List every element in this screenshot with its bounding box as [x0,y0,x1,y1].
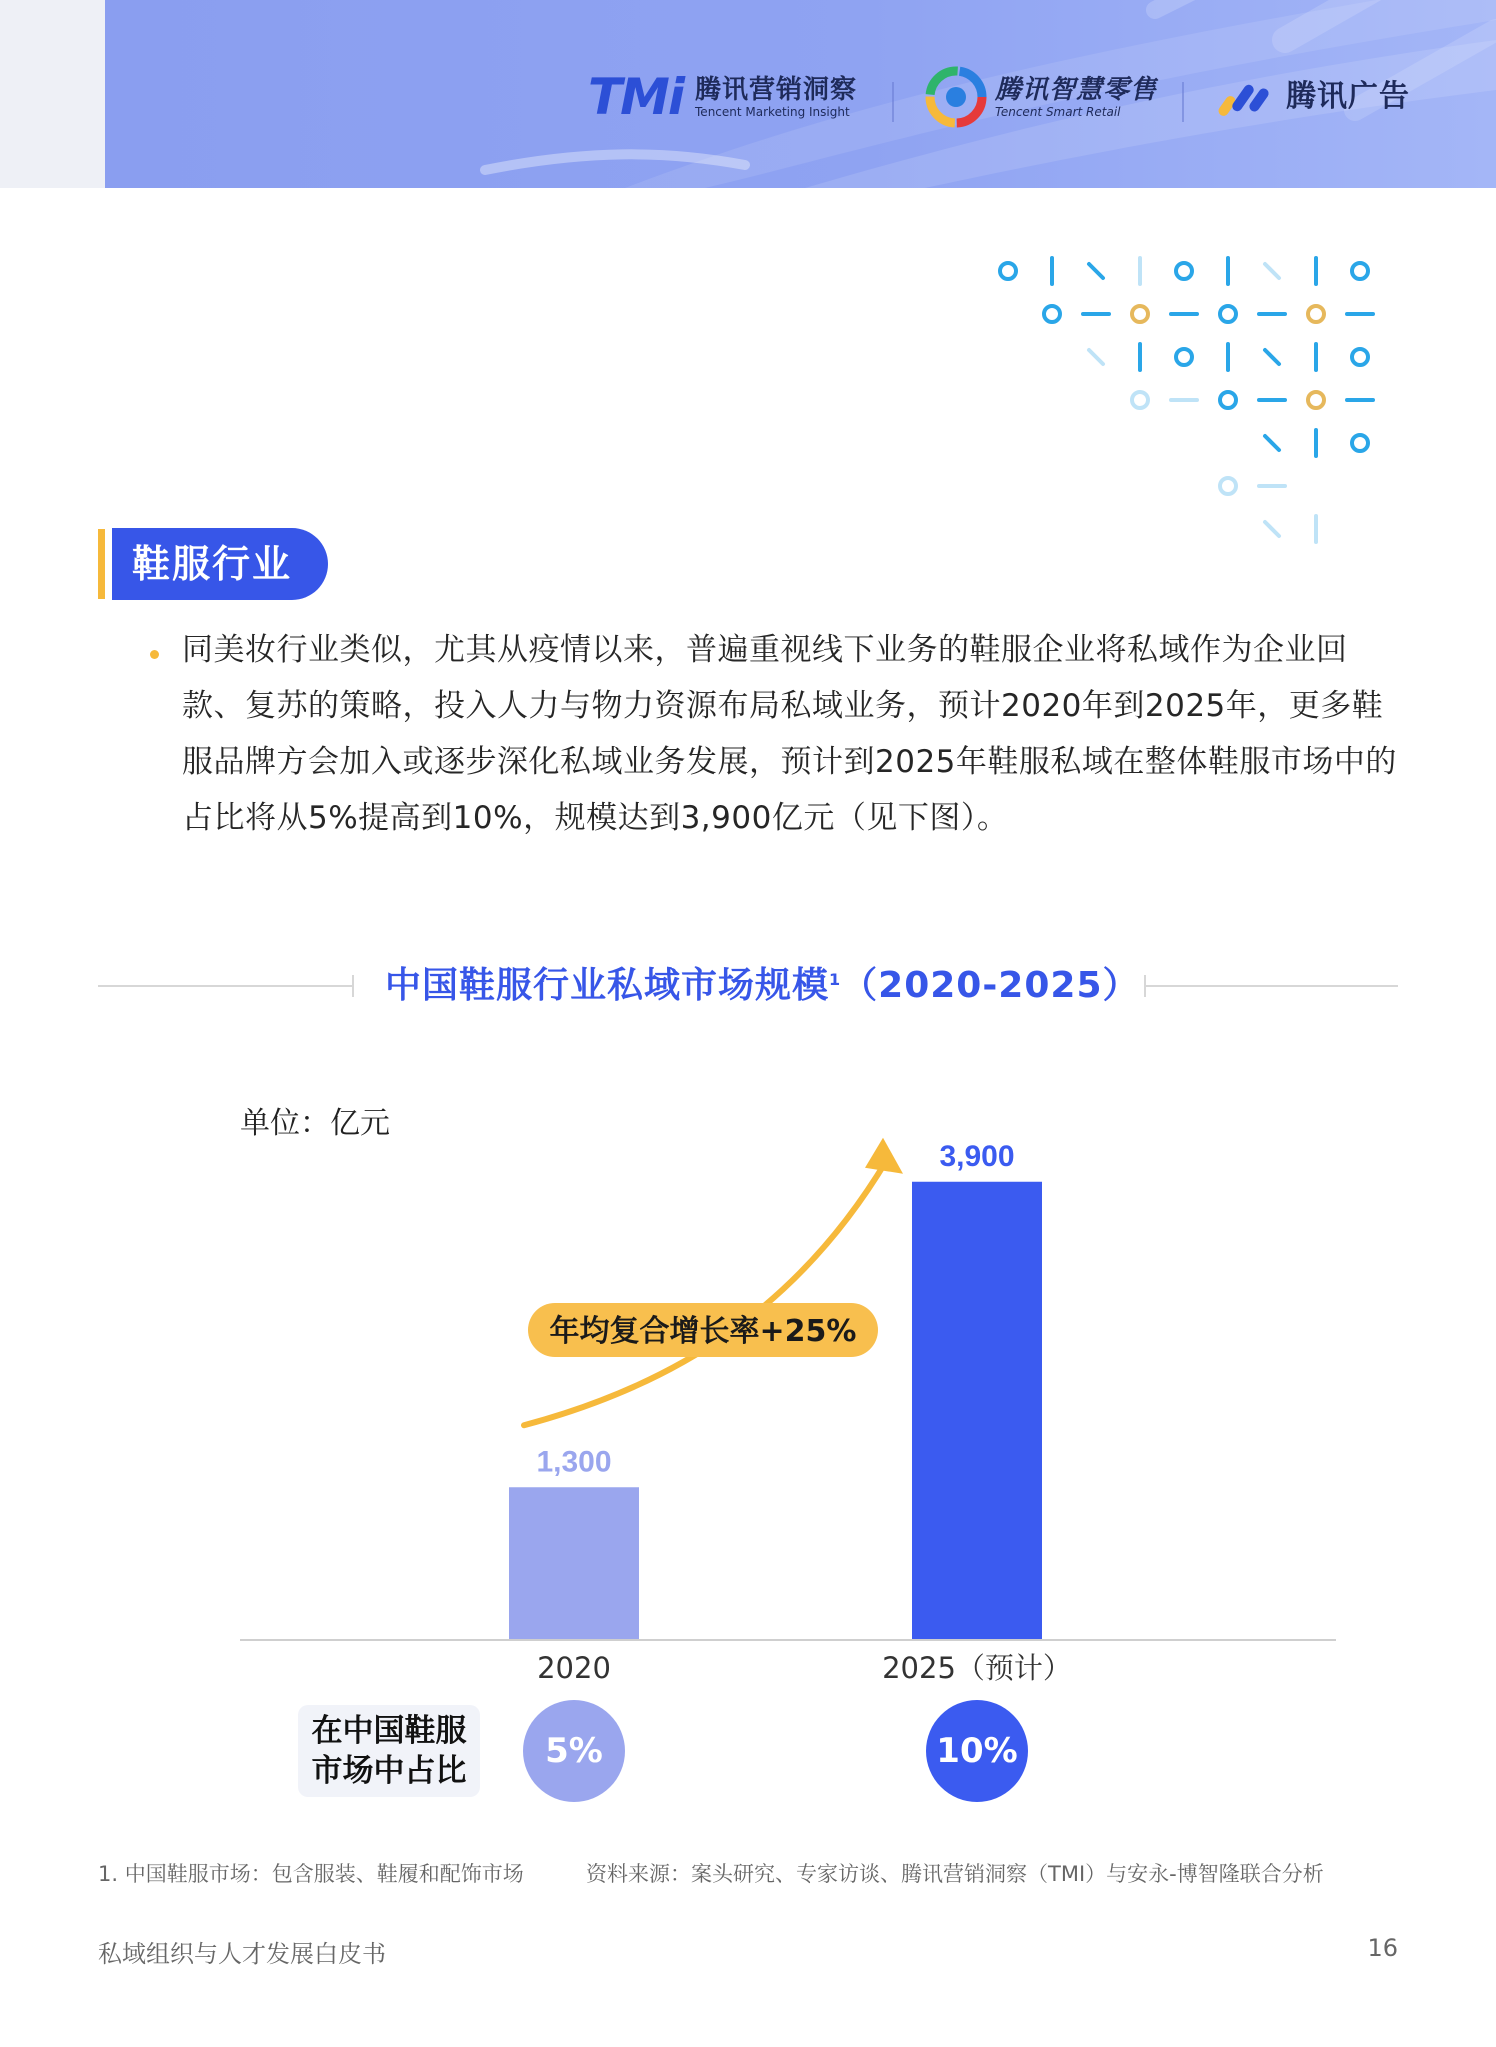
growth-arrow [524,1160,887,1426]
pattern-mark [1220,392,1236,408]
pattern-mark [1265,264,1279,278]
smart-retail-name: 腾讯智慧零售 [995,75,1158,105]
tencent-ads-icon [1218,77,1278,117]
tmi-logo [588,62,857,132]
pattern-mark [1000,263,1016,279]
header-side-strip [0,0,105,188]
tmi-subtitle: Tencent Marketing Insight [695,105,850,119]
pattern-mark [1044,306,1060,322]
pattern-mark [1089,264,1103,278]
pattern-mark [1132,306,1148,322]
logo-divider [1182,82,1184,122]
pattern-mark [1352,349,1368,365]
pattern-mark [1176,349,1192,365]
growth-arrow-head [865,1138,903,1174]
pattern-mark [1265,522,1279,536]
section-title: 鞋服行业 [112,528,328,600]
tencent-ads-name: 腾讯广告 [1286,79,1410,114]
tmi-name: 腾讯营销洞察 [695,75,858,105]
chart-title-years: （2020-2025） [841,965,1140,1006]
page-number: 16 [1367,1934,1398,1962]
share-circle-2020: 5% [523,1700,625,1802]
pattern-mark [1089,350,1103,364]
pattern-mark [1220,478,1236,494]
category-label: 2020 [537,1651,611,1685]
bar-2025（预计） [912,1182,1042,1640]
pattern-mark [1265,436,1279,450]
tmi-mark: TMi [588,68,684,126]
category-label: 2025（预计） [882,1651,1072,1685]
chart-title [385,958,1140,1014]
pattern-mark [1265,350,1279,364]
chart-title-main: 中国鞋服行业私域市场规模 [385,965,830,1006]
source-note: 资料来源：案头研究、专家访谈、腾讯营销洞察（TMI）与安永-博智隆联合分析 [586,1862,1324,1886]
smart-retail-subtitle: Tencent Smart Retail [995,105,1121,119]
chart-title-footnote-ref: 1 [829,970,842,989]
pattern-mark [1132,392,1148,408]
title-rule-left [98,985,353,987]
pattern-mark [1308,392,1324,408]
logo-divider [892,82,894,122]
bar-2020 [509,1487,639,1640]
pattern-mark [1176,263,1192,279]
share-label [298,1705,480,1797]
pattern-mark [1220,306,1236,322]
share-circle-2025: 10% [926,1700,1028,1802]
footnote: 1. 中国鞋服市场：包含服装、鞋履和配饰市场 [98,1862,524,1886]
cagr-label: 年均复合增长率+25% [549,1314,857,1349]
pattern-mark [1352,435,1368,451]
title-rule-tick [352,975,354,997]
pattern-mark [1352,263,1368,279]
smart-retail-swirl-icon [925,66,987,128]
section-paragraph: 同美妆行业类似，尤其从疫情以来，普遍重视线下业务的鞋服企业将私域作为企业回款、复苏的策略，投入人力与物力资源布局私域业务，预计2020年到2025年，更多鞋服品牌方会加入或逐步深化私域业务发展，预计到2025年鞋服私域在整体鞋服市场中的占比将从5%提高到10%，规模达到3,900亿元（见下图）。 [182,632,1397,836]
tencent-ads-logo [1218,62,1410,132]
decorative-pattern [980,245,1400,545]
page-header [0,0,1496,188]
share-label-line: 在中国鞋服 [311,1713,467,1749]
title-rule-right [1145,985,1398,987]
value-label: 3,900 [939,1139,1015,1173]
share-label-line: 市场中占比 [311,1753,467,1789]
bar-chart [0,1100,1496,1720]
section-heading [98,528,328,600]
section-heading-accent [98,529,105,599]
document-title: 私域组织与人才发展白皮书 [98,1940,386,1968]
bullet-icon [150,650,159,659]
pattern-mark [1308,306,1324,322]
value-label: 1,300 [536,1445,612,1479]
smart-retail-logo [925,62,1157,132]
chart-title-row [0,958,1496,1014]
chart-unit-label: 单位：亿元 [240,1106,390,1141]
